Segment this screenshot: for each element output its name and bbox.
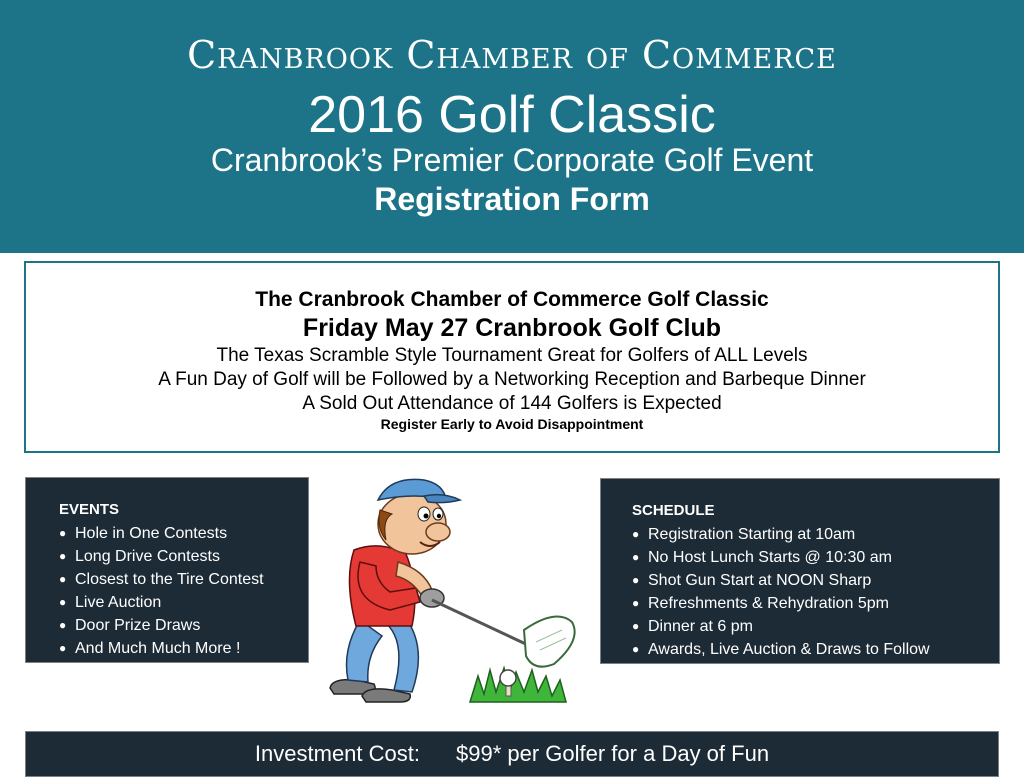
bullet-icon: ● (59, 641, 67, 655)
bullet-icon: ● (632, 527, 640, 541)
event-tagline: Cranbrook’s Premier Corporate Golf Event (210, 142, 814, 178)
list-item-label: Dinner at 6 pm (648, 618, 753, 635)
schedule-panel (600, 478, 1000, 664)
bullet-icon: ● (632, 550, 640, 564)
info-reception: A Fun Day of Golf will be Followed by a Networking Reception and Barbeque Dinner (158, 369, 866, 390)
list-item (632, 592, 930, 615)
event-title: 2016 Golf Classic (308, 86, 716, 144)
list-item-label: Refreshments & Rehydration 5pm (648, 595, 889, 612)
bullet-icon: ● (59, 618, 67, 632)
cost-label: Investment Cost: (254, 741, 420, 766)
list-item (59, 591, 264, 614)
schedule-heading: SCHEDULE (632, 502, 715, 519)
form-title: Registration Form (374, 181, 650, 217)
bullet-icon: ● (632, 619, 640, 633)
list-item (632, 569, 930, 592)
list-item-label: Registration Starting at 10am (648, 526, 856, 543)
list-item-label: Closest to the Tire Contest (75, 571, 264, 588)
info-date-venue: Friday May 27 Cranbrook Golf Club (302, 314, 722, 342)
list-item (632, 615, 930, 638)
investment-cost-bar (25, 731, 999, 777)
list-item-label: Awards, Live Auction & Draws to Follow (648, 641, 930, 658)
list-item-label: Long Drive Contests (75, 548, 220, 565)
list-item-label: And Much Much More ! (75, 640, 241, 657)
cost-value: $99* per Golfer for a Day of Fun (456, 741, 770, 766)
bullet-icon: ● (59, 549, 67, 563)
list-item-label: Hole in One Contests (75, 525, 228, 542)
event-info-box (24, 261, 1000, 453)
list-item-label: Live Auction (75, 594, 162, 611)
list-item-label: Shot Gun Start at NOON Sharp (648, 572, 872, 589)
info-format: The Texas Scramble Style Tournament Great for Golfers of ALL Levels (216, 345, 808, 366)
header-banner (0, 0, 1024, 253)
bullet-icon: ● (632, 596, 640, 610)
list-item (59, 614, 264, 637)
bullet-icon: ● (59, 595, 67, 609)
list-item (59, 637, 264, 660)
cartoon-golfer-icon (320, 470, 595, 710)
info-heading: The Cranbrook Chamber of Commerce Golf Classic (255, 288, 769, 311)
bullet-icon: ● (59, 572, 67, 586)
events-list (59, 522, 264, 660)
list-item (59, 568, 264, 591)
list-item (632, 523, 930, 546)
info-register-early: Register Early to Avoid Disappointment (380, 416, 644, 432)
list-item (632, 638, 930, 661)
info-attendance: A Sold Out Attendance of 144 Golfers is Expected (302, 393, 722, 414)
organization-name: Cranbrook Chamber of Commerce (187, 33, 837, 77)
list-item-label: Door Prize Draws (75, 617, 201, 634)
bullet-icon: ● (632, 573, 640, 587)
list-item-label: No Host Lunch Starts @ 10:30 am (648, 549, 892, 566)
events-panel (25, 477, 309, 663)
bullet-icon: ● (59, 526, 67, 540)
schedule-list (632, 523, 930, 661)
bullet-icon: ● (632, 642, 640, 656)
list-item (632, 546, 930, 569)
list-item (59, 545, 264, 568)
list-item (59, 522, 264, 545)
events-heading: EVENTS (59, 501, 120, 518)
